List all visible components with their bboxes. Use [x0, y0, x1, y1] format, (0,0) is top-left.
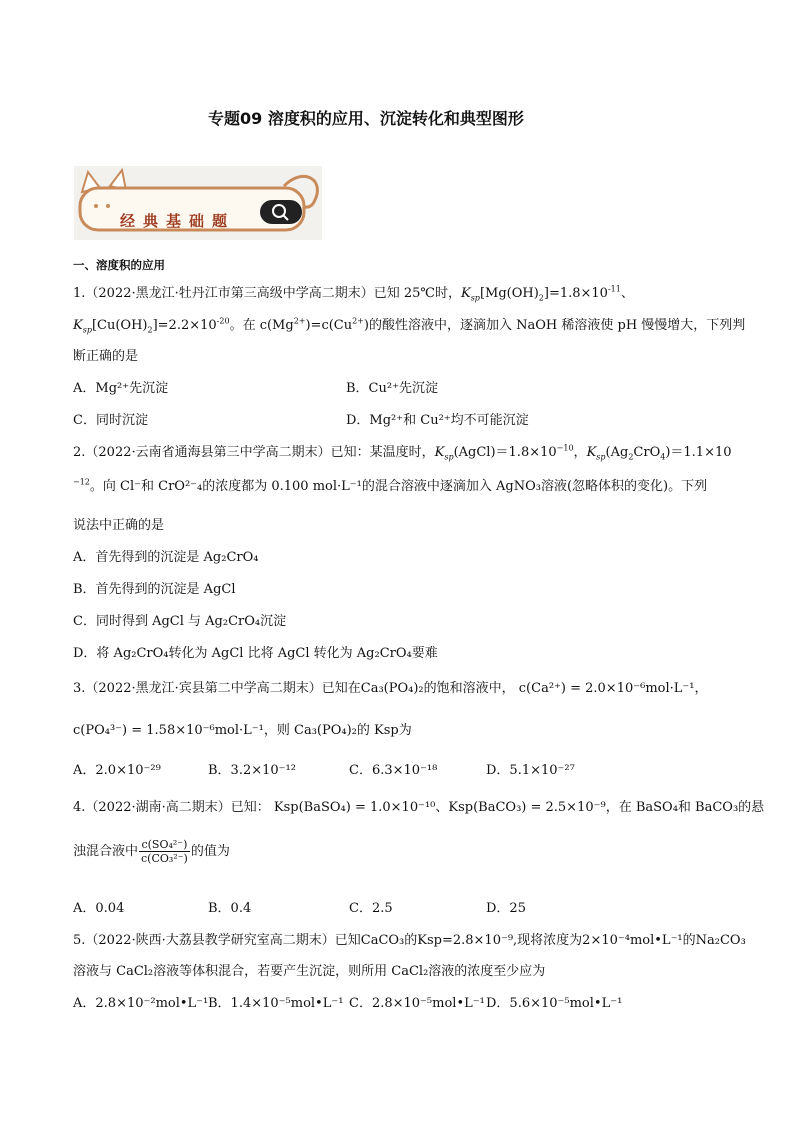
q1-line1: 1.（2022·黑龙江·牡丹江市第三高级中学高二期末）已知 25℃时，$K_{sp}[Mg(OH)_2]=1.8\times 10^{-11}$、 — [73, 284, 634, 303]
q5-option-b[interactable]: B．1.4×10⁻⁵mol•L⁻¹ — [208, 996, 344, 1011]
q4-fraction: $\frac{\text{c(SO₄²⁻)}}{\text{c(CO₃²⁻)}}$ — [141, 838, 188, 865]
q5-option-c[interactable]: C．2.8×10⁻⁵mol•L⁻¹ — [349, 996, 485, 1011]
q1-line3: 断正确的是 — [73, 349, 139, 364]
q4-line2: 浊混合液中 $\frac{\text{c(SO₄²⁻)}}{\text{c(CO₃²⁻)}}$ 的值为 — [73, 838, 230, 865]
q5-line2: 溶液与 CaCl₂溶液等体积混合，若要产生沉淀，则所用 CaCl₂溶液的浓度至少应为 — [73, 964, 546, 979]
q1-option-a[interactable]: A．Mg²⁺先沉淀 — [73, 381, 169, 396]
q4-option-b[interactable]: B．0.4 — [208, 901, 252, 916]
q3-line1: 3.（2022·黑龙江·宾县第二中学高二期末）已知在Ca₃(PO₄)₂的饱和溶液中， c(Ca²⁺) = 2.0×10⁻⁶mol·L⁻¹， — [73, 681, 708, 696]
q2-line1: 2.（2022·云南省通海县第三中学高二期末）已知：某温度时，$K_{sp}(AgCl)=1.8\times 10^{-10}$，$K_{sp}(Ag_2CrO_4)=1.1\times 10$ — [73, 443, 732, 462]
section-heading: 一、溶度积的应用 — [73, 258, 165, 272]
q2-option-d[interactable]: D．将 Ag₂CrO₄转化为 AgCl 比将 AgCl 转化为 Ag₂CrO₄要难 — [73, 646, 438, 661]
page-title: 专题09 溶度积的应用、沉淀转化和典型图形 — [208, 109, 524, 128]
q1-option-b[interactable]: B．Cu²⁺先沉淀 — [346, 381, 438, 396]
q5-option-d[interactable]: D．5.6×10⁻⁵mol•L⁻¹ — [486, 996, 623, 1011]
q5-option-a[interactable]: A．2.8×10⁻²mol•L⁻¹ — [73, 996, 209, 1011]
q2-option-a[interactable]: A．首先得到的沉淀是 Ag₂CrO₄ — [73, 550, 259, 565]
q3-option-b[interactable]: B．3.2×10⁻¹² — [208, 763, 296, 778]
banner-title: 经典基础题 — [120, 212, 236, 230]
q1-option-c[interactable]: C．同时沉淀 — [73, 413, 148, 428]
q1-line2: $K_{sp}[Cu(OH)_2]=2.2\times 10^{-20}$。在 $c(Mg^{2+})=c(Cu^{2+})$的酸性溶液中，逐滴加入 NaOH 稀溶液使 pH 慢慢增大，下列判 — [73, 316, 746, 335]
q2-option-b[interactable]: B．首先得到的沉淀是 AgCl — [73, 582, 236, 597]
q3-option-d[interactable]: D．5.1×10⁻²⁷ — [486, 763, 575, 778]
q2-line3: 说法中正确的是 — [73, 518, 165, 533]
q5-line1: 5.（2022·陕西·大荔县教学研究室高二期末）已知CaCO₃的Ksp=2.8×10⁻⁹,现将浓度为2×10⁻⁴mol•L⁻¹的Na₂CO₃ — [73, 933, 746, 948]
q4-option-a[interactable]: A．0.04 — [73, 901, 125, 916]
q2-option-c[interactable]: C．同时得到 AgCl 与 Ag₂CrO₄沉淀 — [73, 614, 287, 629]
q3-line2: c(PO₄³⁻) = 1.58×10⁻⁶mol·L⁻¹，则 Ca₃(PO₄)₂的 Ksp为 — [73, 723, 412, 738]
q4-line1: 4.（2022·湖南·高二期末）已知： Ksp(BaSO₄) = 1.0×10⁻¹⁰、Ksp(BaCO₃) = 2.5×10⁻⁹，在 BaSO₄和 BaCO₃的悬 — [73, 800, 765, 815]
q2-line2: $^{-12}$。向 Cl⁻和 CrO²⁻₄的浓度都为 0.100 mol·L⁻¹的混合溶液中逐滴加入 AgNO₃溶液(忽略体积的变化)。下列 — [73, 477, 708, 494]
q1-option-d[interactable]: D．Mg²⁺和 Cu²⁺均不可能沉淀 — [346, 413, 529, 428]
q4-option-c[interactable]: C．2.5 — [349, 901, 393, 916]
q4-option-d[interactable]: D．25 — [486, 901, 526, 916]
q3-ca-concentration: c(Ca²⁺) = 2.0×10⁻⁶mol·L⁻¹， — [518, 681, 708, 696]
q3-option-c[interactable]: C．6.3×10⁻¹⁸ — [349, 763, 438, 778]
q3-option-a[interactable]: A．2.0×10⁻²⁹ — [73, 763, 161, 778]
